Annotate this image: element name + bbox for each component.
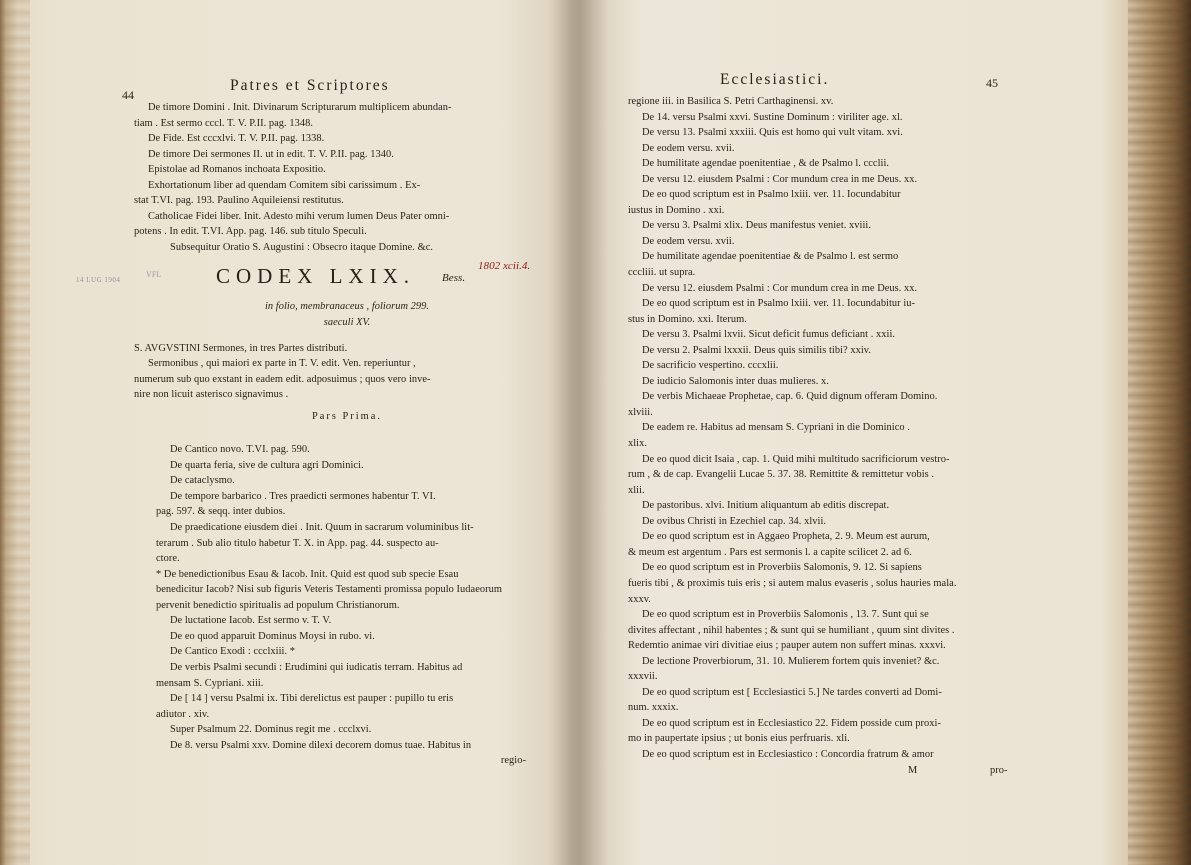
text-line: De versu 12. eiusdem Psalmi : Cor mundum crea in me Deus. xx. xyxy=(642,282,918,294)
text-line: potens . In edit. T.VI. App. pag. 146. sub titulo Speculi. xyxy=(134,226,367,238)
text-line: De timore Domini . Init. Divinarum Scripturarum multiplicem abundan- xyxy=(148,102,452,113)
text-line: De iudicio Salomonis inter duas mulieres. x. xyxy=(642,375,829,387)
right-catchword: pro- xyxy=(990,764,1008,776)
text-line: De [ 14 ] versu Psalmi ix. Tibi derelictus est pauper : pupillo tu eris xyxy=(170,693,454,705)
left-page-number: 44 xyxy=(122,88,135,102)
text-line: De versu 2. Psalmi lxxxii. Deus quis similis tibi? xxiv. xyxy=(642,344,871,356)
text-line: De tempore barbarico . Tres praedicti sermones habentur T. VI. xyxy=(170,490,436,502)
right-footer xyxy=(628,763,1038,779)
text-line: De Cantico Exodi : ccclxiii. * xyxy=(170,646,296,658)
left-running-title: Patres et Scriptores xyxy=(230,77,390,94)
handwritten-shelfmark: 1802 xcii.4. xyxy=(478,260,531,273)
text-line: De eo quod scriptum est [ Ecclesiastici 5.] Ne tardes converti ad Domi- xyxy=(642,686,942,698)
text-line: De verbis Michaeae Prophetae, cap. 6. Quid dignum offeram Domino. xyxy=(642,391,938,403)
codex-subtitle-2: saeculi XV. xyxy=(323,317,371,329)
pars-prima-heading: Pars Prima. xyxy=(312,410,382,422)
text-line: Subsequitur Oratio S. Augustini : Obsecro itaque Domine. &c. xyxy=(170,241,434,253)
codex-heading xyxy=(76,260,560,299)
text-line: Super Psalmum 22. Dominus regit me . ccclxvi. xyxy=(170,724,372,736)
text-line: De quarta feria, sive de cultura agri Dominici. xyxy=(170,459,364,471)
left-intro-entries xyxy=(134,341,560,403)
right-page xyxy=(628,72,1038,779)
text-line: De eadem re. Habitus ad mensam S. Cypriani in die Dominico . xyxy=(642,422,910,434)
text-line: terarum . Sub alio titulo habetur T. X. in App. pag. 44. suspecto au- xyxy=(156,537,439,549)
text-line: stat T.VI. pag. 193. Paulino Aquileiensi restitutus. xyxy=(134,195,344,207)
text-line: De versu 3. Psalmi xlix. Deus manifestus veniet. xviii. xyxy=(642,220,872,232)
text-line: Catholicae Fidei liber. Init. Adesto mihi verum lumen Deus Pater omni- xyxy=(148,210,450,222)
right-sermon-entries xyxy=(628,94,1038,763)
text-line: cccliii. ut supra. xyxy=(628,267,696,279)
text-line: divites affectant , nihil habentes ; & sunt qui se humiliant , quum sint divites . xyxy=(628,624,955,636)
text-line: Exhortationum liber ad quendam Comitem sibi carissimum . Ex- xyxy=(148,179,421,191)
text-line: De eo quod scriptum est in Ecclesiastico 22. Fidem posside cum proxi- xyxy=(642,717,941,729)
codex-subtitle-1: in folio, membranaceus , foliorum 299. xyxy=(264,301,430,313)
text-line: xlviii. xyxy=(628,406,653,418)
text-line: De verbis Psalmi secundi : Erudimini qui iudicatis terram. Habitus ad xyxy=(170,661,463,673)
text-line: De eodem versu. xvii. xyxy=(642,142,735,154)
text-line: pervenit benedictio spiritualis ad populum Christianorum. xyxy=(156,599,400,611)
text-line: xxxvii. xyxy=(628,671,658,683)
text-line: De sacrificio vespertino. cccxlii. xyxy=(642,360,779,372)
library-mark: VFL xyxy=(146,270,162,280)
right-page-header xyxy=(628,72,1038,92)
text-line: De eo quod scriptum est in Proverbiis Salomonis , 13. 7. Sunt qui se xyxy=(642,609,929,621)
text-line: De eo quod apparuit Dominus Moysi in rubo. vi. xyxy=(170,630,375,642)
text-line: De cataclysmo. xyxy=(170,475,235,487)
left-page xyxy=(76,77,560,769)
text-line: De ovibus Christi in Ezechiel cap. 34. xlvii. xyxy=(642,515,827,527)
text-line: mensam S. Cypriani. xiii. xyxy=(156,677,264,689)
text-line: nire non licuit asterisco signavimus . xyxy=(134,389,289,401)
text-line: xlii. xyxy=(628,484,645,496)
text-line: rum , & de cap. Evangelii Lucae 5. 37. 38. Remittite & remittetur vobis . xyxy=(628,469,935,481)
text-line: xlix. xyxy=(628,438,648,450)
text-line: pag. 597. & seqq. inter dubios. xyxy=(156,506,286,518)
left-page-header xyxy=(122,77,560,102)
text-line: xxxv. xyxy=(628,593,651,605)
text-line: De timore Dei sermones II. ut in edit. T. V. P.II. pag. 1340. xyxy=(148,148,394,160)
left-top-entries xyxy=(134,100,560,255)
text-line: num. xxxix. xyxy=(628,702,679,714)
text-line: De eo quod dicit Isaia , cap. 1. Quid mihi multitudo sacrificiorum vestro- xyxy=(642,453,950,465)
text-line: adiutor . xiv. xyxy=(156,708,210,720)
text-line: De 8. versu Psalmi xxv. Domine dilexi decorem domus tuae. Habitus in xyxy=(170,739,472,751)
signature-mark: M xyxy=(908,764,918,776)
codex-title: CODEX LXIX. xyxy=(216,264,415,289)
text-line: * De benedictionibus Esau & Iacob. Init. Quid est quod sub specie Esau xyxy=(156,568,459,580)
text-line: De eodem versu. xvii. xyxy=(642,235,735,247)
left-sermon-entries xyxy=(134,442,560,753)
text-line: Epistolae ad Romanos inchoata Expositio. xyxy=(148,164,326,176)
right-page-number: 45 xyxy=(986,76,999,90)
text-line: De lectione Proverbiorum, 31. 10. Mulierem fortem quis inveniet? &c. xyxy=(642,655,940,667)
spacer xyxy=(134,331,560,341)
text-line: fueris tibi , & proximis tuis eris ; si autem malus evaseris , solus hauries mala. xyxy=(628,577,957,589)
right-page-edge xyxy=(1128,0,1191,865)
text-line: S. AVGVSTINI Sermones, in tres Partes distributi. xyxy=(134,342,348,354)
text-line: De versu 12. eiusdem Psalmi : Cor mundum crea in me Deus. xx. xyxy=(642,173,918,185)
text-line: stus in Domino. xxi. Iterum. xyxy=(628,313,747,325)
library-stamp: 14 LUG 1904 xyxy=(76,276,121,285)
text-line: De luctatione Iacob. Est sermo v. T. V. xyxy=(170,615,332,627)
text-line: Redemtio animae viri divitiae eius ; pauper autem non suffert minas. xxxvi. xyxy=(628,640,946,652)
text-line: Sermonibus , qui maiori ex parte in T. V. edit. Ven. reperiuntur , xyxy=(148,358,416,370)
codex-note: Bess. xyxy=(442,272,466,285)
text-line: iustus in Domino . xxi. xyxy=(628,204,725,216)
text-line: De Fide. Est cccxlvi. T. V. P.II. pag. 1338. xyxy=(148,133,325,145)
text-line: numerum sub quo exstant in eadem edit. adposuimus ; quos vero inve- xyxy=(134,373,431,385)
text-line: regione iii. in Basilica S. Petri Carthaginensi. xv. xyxy=(628,96,834,107)
text-line: De humilitate agendae poenitentiae & de Psalmo l. est sermo xyxy=(642,251,899,263)
text-line: De eo quod scriptum est in Proverbiis Salomonis, 9. 12. Si sapiens xyxy=(642,562,922,574)
left-page-edge xyxy=(0,0,30,865)
text-line: benedicitur Iacob? Nisi sub figuris Veteris Testamenti promissa populo Iudaeorum xyxy=(156,584,502,596)
text-line: De 14. versu Psalmi xxvi. Sustine Dominum : viriliter age. xl. xyxy=(642,111,903,123)
text-line: tiam . Est sermo cccl. T. V. P.II. pag. 1348. xyxy=(134,117,313,129)
text-line: De eo quod scriptum est in Psalmo lxiii. ver. 11. Iocundabitur xyxy=(642,189,901,201)
text-line: & meum est argentum . Pars est sermonis l. a capite scilicet 2. ad 6. xyxy=(628,546,912,558)
text-line: De versu 13. Psalmi xxxiii. Quis est homo qui vult vitam. xvi. xyxy=(642,127,903,139)
text-line: ctore. xyxy=(156,553,180,565)
right-running-title: Ecclesiastici. xyxy=(720,71,830,88)
text-line: De praedicatione eiusdem diei . Init. Quum in sacrarum voluminibus lit- xyxy=(170,522,474,534)
left-catchword: regio- xyxy=(500,755,526,767)
text-line: De humilitate agendae poenitentiae , & de Psalmo l. ccclii. xyxy=(642,158,890,170)
text-line: De pastoribus. xlvi. Initium aliquantum ab editis discrepat. xyxy=(642,500,890,512)
text-line: De eo quod scriptum est in Psalmo lxiii. ver. 11. Iocundabitur iu- xyxy=(642,298,916,310)
text-line: mo in paupertate ipsius ; ut bonis eius perfruaris. xli. xyxy=(628,733,850,745)
text-line: De versu 3. Psalmi lxvii. Sicut deficit fumus deficiant . xxii. xyxy=(642,329,896,341)
text-line: De eo quod scriptum est in Aggaeo Propheta, 2. 9. Meum est aurum, xyxy=(642,531,930,543)
text-line: De Cantico novo. T.VI. pag. 590. xyxy=(170,444,310,456)
text-line: De eo quod scriptum est in Ecclesiastico : Concordia fratrum & amor xyxy=(642,748,934,760)
